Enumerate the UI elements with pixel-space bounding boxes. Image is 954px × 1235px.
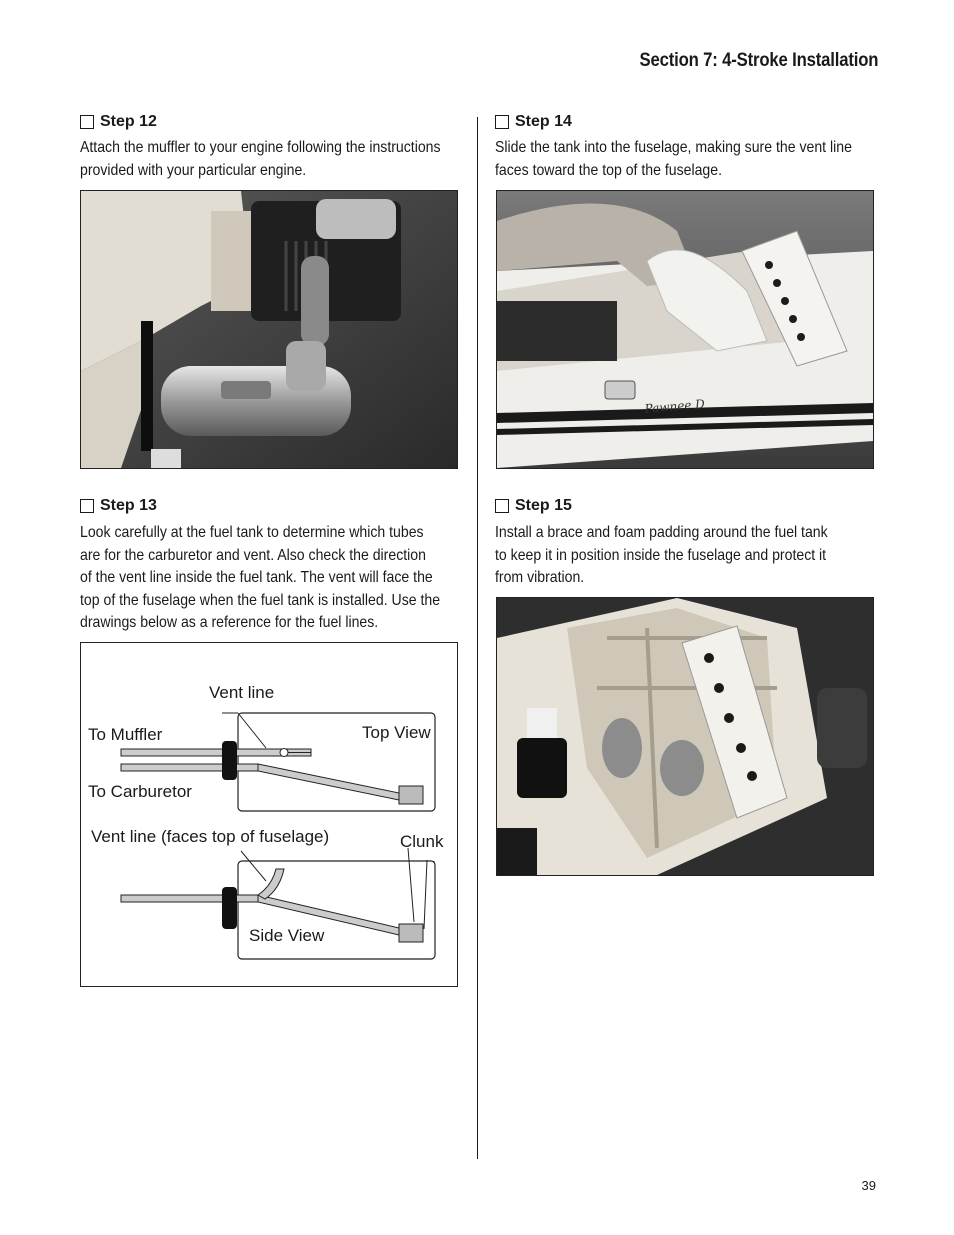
step-14-checkbox[interactable] xyxy=(495,115,509,129)
top-view-clunk xyxy=(399,786,423,804)
side-view-stopper xyxy=(222,887,237,929)
step-12-checkbox[interactable] xyxy=(80,115,94,129)
step-15-line: to keep it in position inside the fuselage and protect it xyxy=(495,546,827,564)
vent-line-label: Vent line xyxy=(209,683,275,702)
step-12-heading xyxy=(80,113,157,131)
top-view-label: Top View xyxy=(362,723,431,742)
side-view-clunk xyxy=(399,924,423,942)
step-13-line: of the vent line inside the fuel tank. The vent will face the xyxy=(80,569,433,586)
step-12-heading-text: Step 12 xyxy=(100,113,157,130)
step-14-line: faces toward the top of the fuselage. xyxy=(495,161,722,179)
step-13-line: Look carefully at the fuel tank to determine which tubes xyxy=(80,524,424,541)
step-12-text xyxy=(80,137,441,182)
step-13-text xyxy=(80,522,440,635)
step-12-photo-muffler xyxy=(80,190,458,469)
side-view-label: Side View xyxy=(249,926,325,945)
step-14-text xyxy=(495,137,852,182)
page-number: 39 xyxy=(861,1178,876,1193)
step-13-heading xyxy=(80,497,157,515)
to-carburetor-label: To Carburetor xyxy=(88,782,192,801)
step-13-checkbox[interactable] xyxy=(80,499,94,513)
step-13-line: drawings below as a reference for the fuel lines. xyxy=(80,614,379,631)
clunk-label: Clunk xyxy=(400,832,444,851)
step-14-heading xyxy=(495,113,572,131)
step-13-line: top of the fuselage when the fuel tank is installed. Use the xyxy=(80,591,441,609)
step-12-line: Attach the muffler to your engine following the instructions xyxy=(80,139,441,156)
fuel-line-diagram xyxy=(80,642,458,987)
step-14-photo-tank-insert xyxy=(496,190,874,469)
top-view-stopper xyxy=(222,741,237,780)
step-15-line: Install a brace and foam padding around the fuel tank xyxy=(495,524,828,541)
step-12-line: provided with your particular engine. xyxy=(80,161,307,179)
step-15-heading-text: Step 15 xyxy=(515,497,572,514)
step-15-photo-brace xyxy=(496,597,874,876)
step-14-heading-text: Step 14 xyxy=(515,113,572,130)
step-15-text xyxy=(495,522,828,590)
step-15-heading xyxy=(495,497,572,515)
step-13-line: are for the carburetor and vent. Also check the direction xyxy=(80,546,426,564)
fuselage-lettering: Pawnee D xyxy=(644,396,706,416)
column-divider xyxy=(477,117,478,1159)
step-14-line: Slide the tank into the fuselage, making sure the vent line xyxy=(495,139,852,156)
section-title: Section 7: 4-Stroke Installation xyxy=(639,50,878,71)
vent-line-faces-top-label: Vent line (faces top of fuselage) xyxy=(91,827,330,846)
to-muffler-label: To Muffler xyxy=(88,725,163,744)
step-13-heading-text: Step 13 xyxy=(100,497,157,514)
step-15-line: from vibration. xyxy=(495,569,585,586)
step-15-checkbox[interactable] xyxy=(495,499,509,513)
